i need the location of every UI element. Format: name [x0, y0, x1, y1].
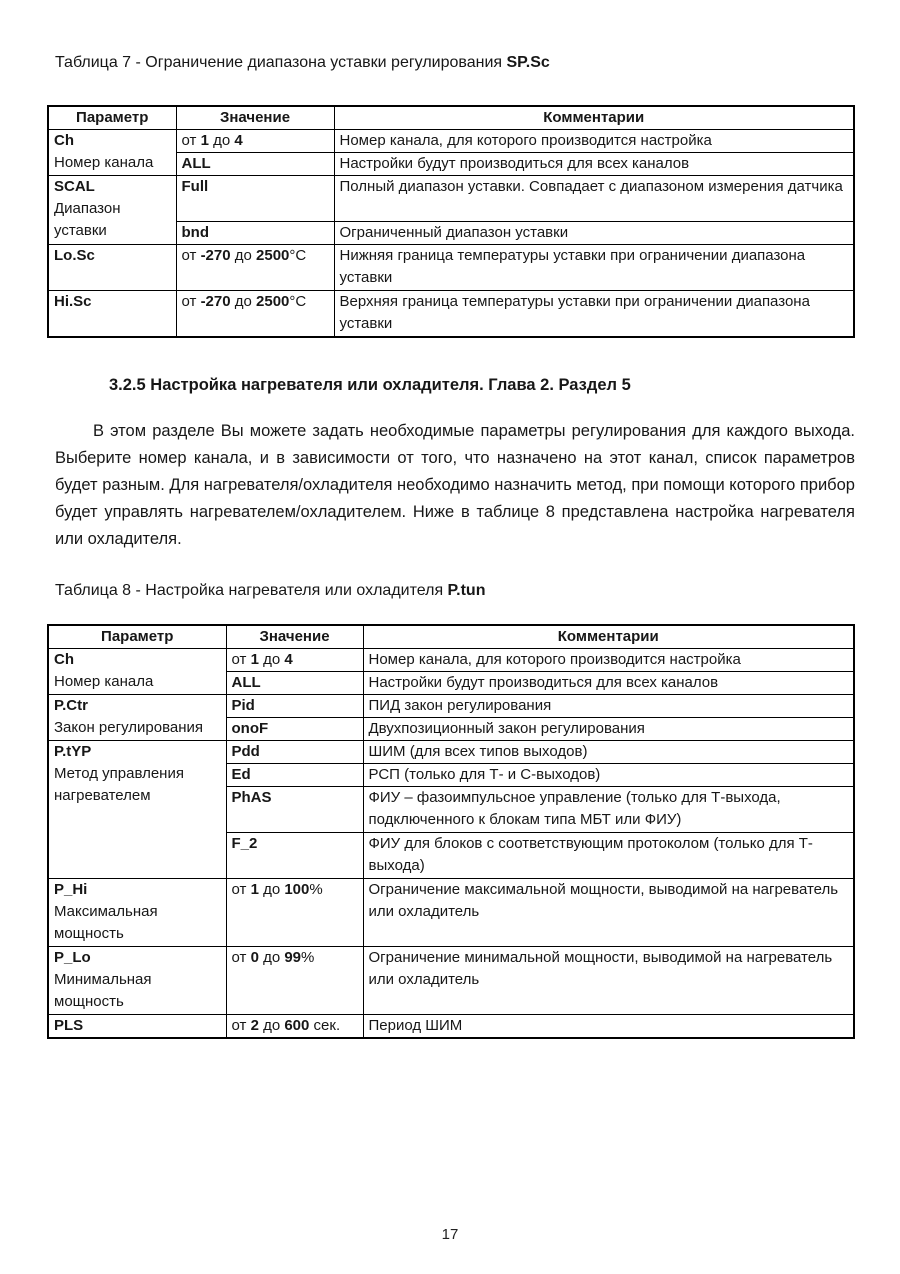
- param-cell-hisc: Hi.Sc: [48, 291, 176, 338]
- value-text: от: [181, 247, 201, 264]
- param-name: SCAL: [54, 178, 95, 195]
- value-bold: -270: [200, 293, 231, 310]
- value-bold: 0: [250, 949, 259, 966]
- param-desc: Метод управления нагревателем: [54, 765, 184, 804]
- param-cell-losc: Lo.Sc: [48, 245, 176, 291]
- param-name: P.tYP: [54, 743, 92, 760]
- table-row: [48, 741, 854, 764]
- param-desc: Минимальная мощность: [54, 971, 152, 1010]
- param-cell-scal: [48, 176, 176, 245]
- value-bold: 4: [284, 651, 293, 668]
- comment-cell: ФИУ для блоков с соответствующим протоколом (только для Т-выхода): [363, 833, 854, 879]
- table8-header-row: [48, 625, 854, 649]
- param-name: P.Ctr: [54, 697, 88, 714]
- value-cell: [176, 130, 334, 153]
- value-text: %: [301, 949, 315, 966]
- param-cell-pls: PLS: [48, 1015, 226, 1039]
- value-text: от: [231, 949, 251, 966]
- value-bold: 1: [200, 132, 209, 149]
- table8-header-value: Значение: [226, 625, 363, 649]
- param-desc: Номер канала: [54, 673, 154, 690]
- table8-heater-cooler: [47, 624, 855, 1039]
- value-cell: ALL: [176, 153, 334, 176]
- value-cell: F_2: [226, 833, 363, 879]
- table-row: [48, 649, 854, 672]
- value-cell: Ed: [226, 764, 363, 787]
- table7-caption-code: SP.Sc: [506, 54, 550, 71]
- param-cell-plo: [48, 947, 226, 1015]
- table7-header-row: [48, 106, 854, 130]
- value-bold: 1: [250, 881, 259, 898]
- param-cell-phi: [48, 879, 226, 947]
- page-number: 17: [441, 1226, 459, 1243]
- value-text: сек.: [309, 1017, 341, 1034]
- table7-header-value: Значение: [176, 106, 334, 130]
- value-cell: [226, 649, 363, 672]
- comment-cell: Нижняя граница температуры уставки при ограничении диапазона уставки: [334, 245, 854, 291]
- table-row: [48, 695, 854, 718]
- table-row: [48, 879, 854, 947]
- value-bold: 600: [284, 1017, 310, 1034]
- value-text: от: [231, 881, 251, 898]
- param-desc: Диапазон уставки: [54, 200, 121, 239]
- value-text: до: [258, 949, 285, 966]
- comment-cell: ФИУ – фазоимпульсное управление (только для Т-выхода, подключенного к блокам типа МБТ или ФИУ): [363, 787, 854, 833]
- value-cell: [176, 291, 334, 338]
- comment-cell: Ограничение максимальной мощности, выводимой на нагреватель или охладитель: [363, 879, 854, 947]
- value-cell: Full: [176, 176, 334, 222]
- comment-cell: Полный диапазон уставки. Совпадает с диапазоном измерения датчика: [334, 176, 854, 222]
- table7-header-comment: Комментарии: [334, 106, 854, 130]
- comment-cell: Верхняя граница температуры уставки при ограничении диапазона уставки: [334, 291, 854, 338]
- table7-header-param: Параметр: [48, 106, 176, 130]
- value-text: от: [181, 132, 201, 149]
- table8-caption-text: Таблица 8 - Настройка нагревателя или охладителя: [55, 582, 448, 599]
- value-bold: 1: [250, 651, 259, 668]
- table-row: [48, 291, 854, 338]
- value-text: %: [309, 881, 323, 898]
- param-name: Ch: [54, 132, 74, 149]
- param-cell-pctr: [48, 695, 226, 741]
- table-row: [48, 245, 854, 291]
- value-bold: -270: [200, 247, 231, 264]
- value-cell: ALL: [226, 672, 363, 695]
- param-cell-ch: [48, 130, 176, 176]
- value-text: до: [258, 1017, 285, 1034]
- value-text: до: [258, 881, 285, 898]
- table-row: [48, 1015, 854, 1039]
- value-cell: onoF: [226, 718, 363, 741]
- value-bold: 2: [250, 1017, 259, 1034]
- section-heading: 3.2.5 Настройка нагревателя или охладителя. Глава 2. Раздел 5: [109, 376, 631, 394]
- value-cell: [226, 879, 363, 947]
- table7-caption-text: Таблица 7 - Ограничение диапазона уставки регулирования: [55, 54, 507, 71]
- value-cell: PhAS: [226, 787, 363, 833]
- value-bold: 4: [234, 132, 243, 149]
- param-name: P_Lo: [54, 949, 91, 966]
- value-cell: Pid: [226, 695, 363, 718]
- table-row: [48, 130, 854, 153]
- table8-caption: [55, 580, 855, 602]
- table7-caption: [55, 52, 855, 74]
- value-cell: bnd: [176, 222, 334, 245]
- param-cell-ch: [48, 649, 226, 695]
- param-name: Ch: [54, 651, 74, 668]
- comment-cell: Номер канала, для которого производится настройка: [363, 649, 854, 672]
- param-cell-ptyp: [48, 741, 226, 879]
- comment-cell: ШИМ (для всех типов выходов): [363, 741, 854, 764]
- table8-header-comment: Комментарии: [363, 625, 854, 649]
- value-cell: Pdd: [226, 741, 363, 764]
- value-cell: [226, 1015, 363, 1039]
- table-row: [48, 947, 854, 1015]
- value-bold: 2500: [256, 293, 290, 310]
- param-name: P_Hi: [54, 881, 88, 898]
- value-text: до: [258, 651, 285, 668]
- value-text: до: [230, 247, 257, 264]
- comment-cell: Двухпозиционный закон регулирования: [363, 718, 854, 741]
- body-paragraph: В этом разделе Вы можете задать необходимые параметры регулирования для каждого выхода. Выберите номер канала, и в зависимости от того, что назначено на этот канал, список параметров будет разным. Для нагревателя/охладителя необходимо назначить метод, при помощи которого прибор будет управлять нагревателем/охладителем. Ниже в таблице 8 представлена настройка нагревателя или охладителя.: [55, 422, 855, 548]
- value-text: до: [208, 132, 235, 149]
- comment-cell: Период ШИМ: [363, 1015, 854, 1039]
- value-bold: 2500: [256, 247, 290, 264]
- value-text: до: [230, 293, 257, 310]
- param-desc: Закон регулирования: [54, 719, 203, 736]
- comment-cell: РСП (только для Т- и С-выходов): [363, 764, 854, 787]
- value-cell: [226, 947, 363, 1015]
- table8-header-param: Параметр: [48, 625, 226, 649]
- value-cell: [176, 245, 334, 291]
- comment-cell: Настройки будут производиться для всех каналов: [363, 672, 854, 695]
- comment-cell: Номер канала, для которого производится настройка: [334, 130, 854, 153]
- value-text: от: [181, 293, 201, 310]
- value-bold: 100: [284, 881, 310, 898]
- table7-setpoint-range: [47, 105, 855, 338]
- comment-cell: Настройки будут производиться для всех каналов: [334, 153, 854, 176]
- value-text: °C: [289, 247, 307, 264]
- value-bold: 99: [284, 949, 302, 966]
- value-text: от: [231, 651, 251, 668]
- comment-cell: Ограниченный диапазон уставки: [334, 222, 854, 245]
- table8-caption-code: P.tun: [447, 582, 486, 599]
- param-desc: Максимальная мощность: [54, 903, 158, 942]
- value-text: от: [231, 1017, 251, 1034]
- comment-cell: Ограничение минимальной мощности, выводимой на нагреватель или охладитель: [363, 947, 854, 1015]
- value-text: °C: [289, 293, 307, 310]
- param-desc: Номер канала: [54, 154, 154, 171]
- comment-cell: ПИД закон регулирования: [363, 695, 854, 718]
- table-row: [48, 176, 854, 222]
